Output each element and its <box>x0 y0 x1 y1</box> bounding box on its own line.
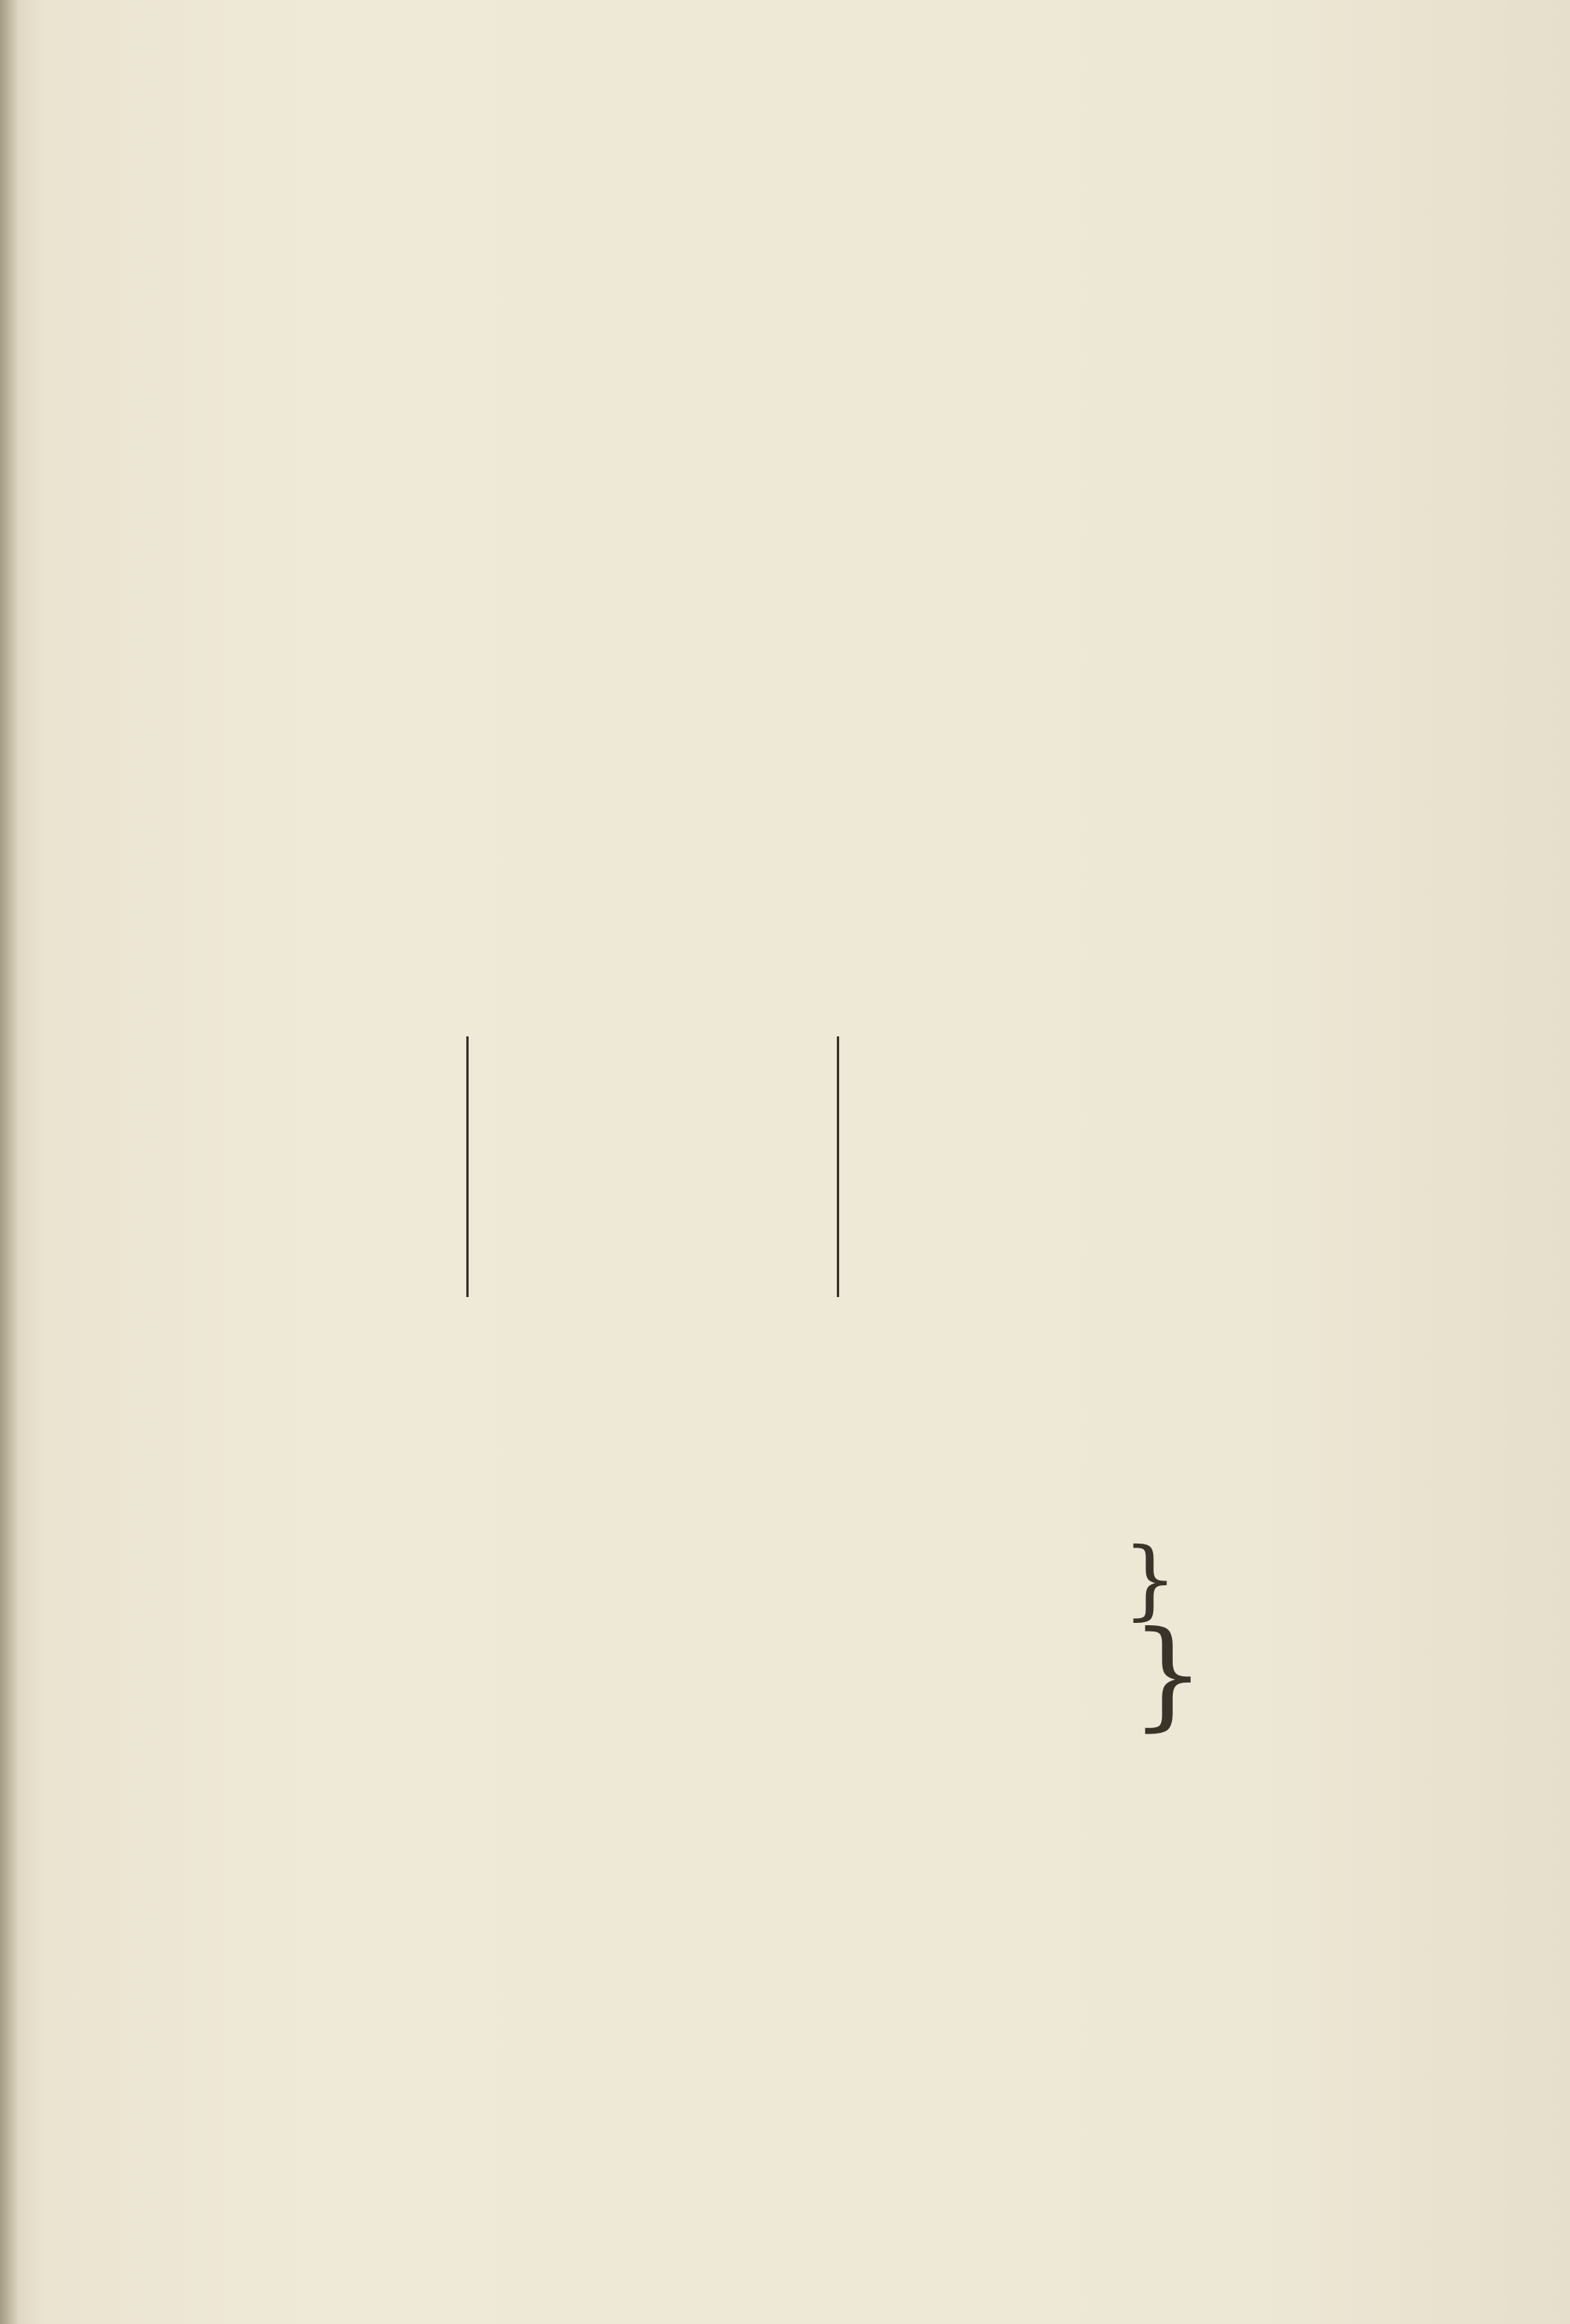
brace-558: } <box>1130 1606 1206 1743</box>
page-gutter <box>0 0 17 2324</box>
brace-557: } <box>1123 1529 1178 1629</box>
left-bracket <box>466 1036 469 1297</box>
right-bracket <box>837 1036 839 1297</box>
entry-545 <box>385 546 396 583</box>
